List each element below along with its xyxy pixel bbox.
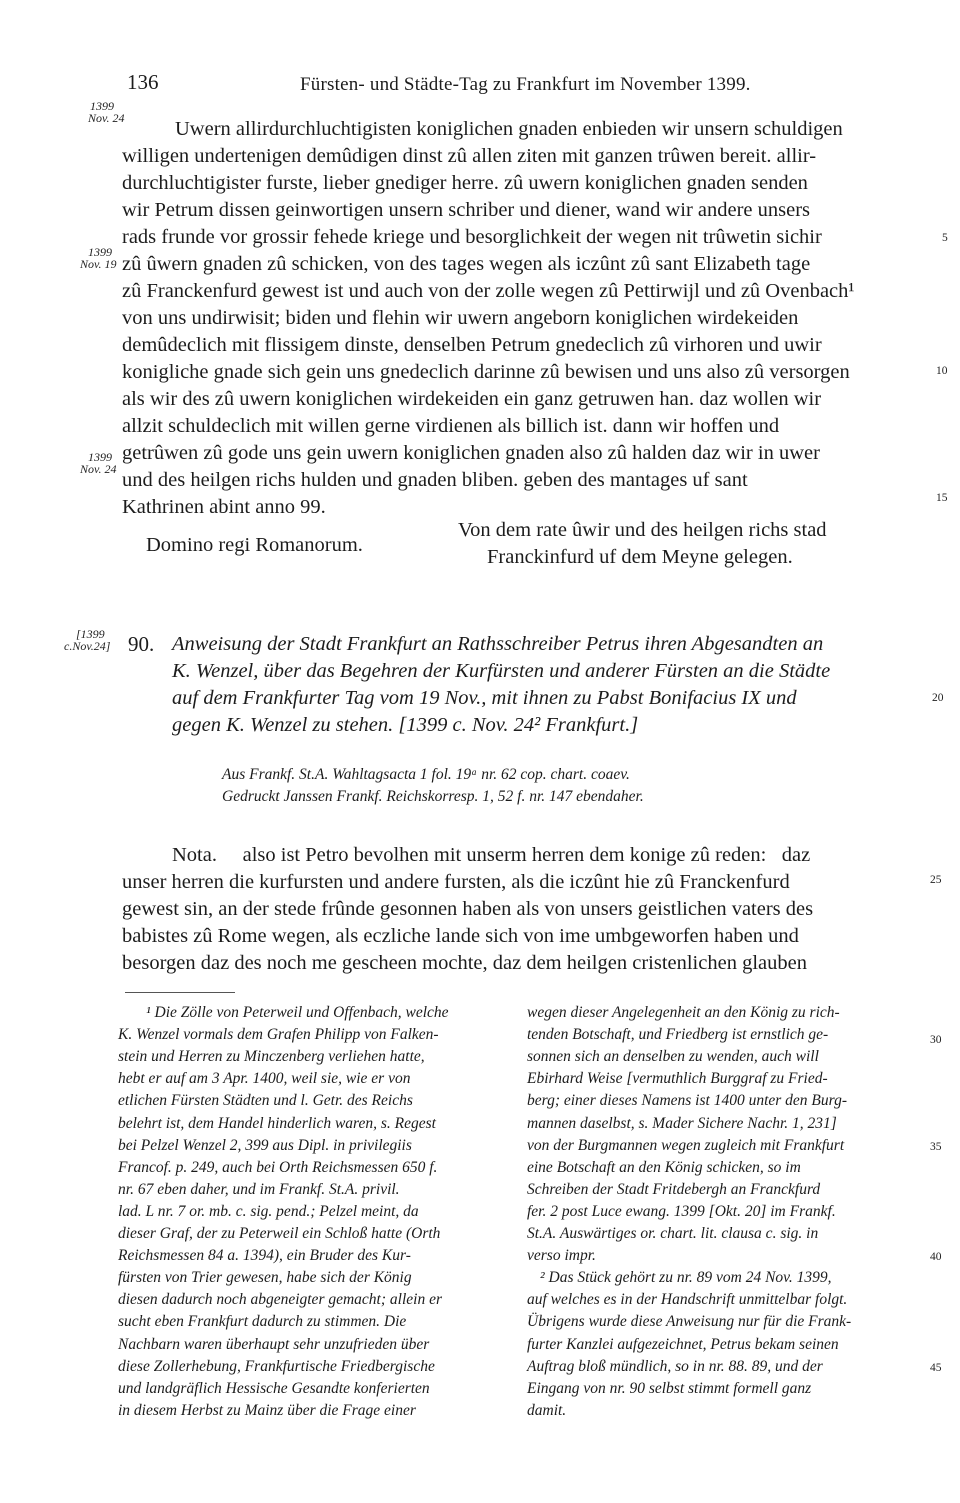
rubric-line: Anweisung der Stadt Frankfurt an Rathsschreiber Petrus ihren Abgesandten an — [172, 633, 824, 655]
footnote-line: in diesem Herbst zu Mainz über die Frage einer — [118, 1401, 416, 1419]
footnote-line: sucht eben Frankfurt dadurch zu stimmen. Die — [118, 1313, 407, 1331]
footnote-line: eine Botschaft an den König schicken, so im — [527, 1158, 801, 1176]
source-note: Aus Frankf. St.A. Wahltagsacta 1 fol. 19ᵃ nr. 62 cop. chart. coaev. — [222, 766, 630, 783]
footnote-line: Francof. p. 249, auch bei Orth Reichsmessen 650 f. — [118, 1158, 438, 1176]
text-line: zû ûwern gnaden zû schicken, von des tages wegen als iczûnt zû sant Elizabeth tage — [122, 253, 811, 275]
rubric-line: gegen K. Wenzel zu stehen. [1399 c. Nov. 24² Frankfurt.] — [172, 714, 639, 736]
footnote-line: bei Pelzel Wenzel 2, 399 aus Dipl. in privilegiis — [118, 1136, 412, 1154]
text-line: getrûwen zû gode uns gein uwern koniglichen gnaden also zû halden daz wir in uwer — [122, 442, 820, 464]
footnote-line: mannen daselbst, s. Mader Sichere Nachr. 1, 231] — [527, 1114, 837, 1132]
footnote-divider — [125, 992, 235, 993]
line-number: 30 — [930, 1034, 942, 1046]
text-line: Kathrinen abint anno 99. — [122, 496, 326, 518]
line-number: 5 — [942, 232, 948, 244]
running-title: Fürsten- und Städte-Tag zu Frankfurt im November 1399. — [300, 74, 751, 95]
footnote-line: stein und Herren zu Minczenberg verliehen hatte, — [118, 1048, 425, 1066]
entry-number: 90. — [128, 632, 155, 656]
line-number: 45 — [930, 1362, 942, 1374]
footnote-line: K. Wenzel vormals dem Grafen Philipp von Falken- — [118, 1026, 439, 1044]
margin-date: 1399 Nov. 24 — [80, 450, 117, 476]
footnote-line: damit. — [527, 1401, 567, 1419]
footnote-line: berg; einer dieses Namens ist 1400 unter den Burg- — [527, 1092, 847, 1110]
footnote-line: dieser Graf, der zu Peterweil ein Schloß hatte (Orth — [118, 1225, 441, 1242]
text-line: willigen undertenigen demûdigen dinst zû allen ziten mit ganzen trûwen bereit. allir- — [122, 145, 817, 167]
text-line: unser herren die kurfursten und andere fursten, als die iczûnt hie zû Franckenfurd — [122, 871, 790, 893]
text-line: und des heilgen richs hulden und gnaden bliben. geben des mantages uf sant — [122, 469, 748, 491]
text-line: demûdeclich mit flissigem dinste, denselben Petrum gnedeclich zû virhoren und uwir — [122, 334, 822, 356]
footnote-line: Eingang von nr. 90 selbst stimmt formell ganz — [527, 1379, 812, 1397]
line-number: 15 — [936, 492, 948, 504]
rubric-line: auf dem Frankfurter Tag vom 19 Nov., mit ihnen zu Pabst Bonifacius IX und — [172, 687, 797, 709]
margin-date: 1399 Nov. 24 — [88, 99, 125, 125]
line-number: 40 — [930, 1251, 942, 1263]
text-line: Uwern allirdurchluchtigisten koniglichen gnaden enbieden wir unsern schuldigen — [175, 118, 843, 140]
text-line: allzit schuldeclich mit willen gerne virdienen als billich ist. dann wir hoffen und — [122, 415, 780, 437]
footnote-line: lad. L nr. 7 or. mb. c. sig. pend.; Pelzel meint, da — [118, 1202, 419, 1220]
rubric-line: K. Wenzel, über das Begehren der Kurfürsten und anderer Fürsten an die Städte — [172, 660, 831, 682]
text-line: zû Franckenfurd gewest ist und auch von der zolle wegen zû Pettirwijl und zû Ovenbach¹ — [122, 280, 855, 302]
footnote-line: sonnen sich an denselben zu wenden, auch will — [527, 1048, 819, 1066]
line-number: 25 — [930, 874, 942, 886]
footnote-line: und landgräflich Hessische Gesandte konferierten — [118, 1379, 430, 1397]
line-number: 20 — [932, 692, 944, 704]
footnote-line: Auftrag bloß mündlich, so in nr. 88. 89, und der — [527, 1357, 823, 1375]
footnote-line: etlichen Fürsten Städten und l. Getr. des Reichs — [118, 1092, 413, 1110]
text-line: gewest sin, an der stede frûnde gesonnen haben als von unsers geistlichen vaters des — [122, 898, 814, 920]
footnote-line: auf welches es in der Handschrift unmittelbar folgt. — [527, 1291, 848, 1309]
source-note: Gedruckt Janssen Frankf. Reichskorresp. 1, 52 f. nr. 147 ebendaher. — [222, 788, 644, 805]
footnote-line: Schreiben der Stadt Fritdebergh an Franckfurd — [527, 1180, 821, 1198]
footnote-line: Nachbarn waren überhaupt sehr unzufrieden über — [118, 1335, 430, 1353]
margin-date: 1399 Nov. 19 — [80, 245, 117, 271]
footnote-line: fürsten von Trier gewesen, habe sich der König — [118, 1269, 412, 1287]
footnote-line: ¹ Die Zölle von Peterweil und Offenbach, welche — [146, 1004, 449, 1021]
footnote-line: wegen dieser Angelegenheit an den König zu rich- — [527, 1004, 840, 1021]
footnote-line: Übrigens wurde diese Anweisung nur für die Frank- — [527, 1313, 852, 1331]
footnote-line: Ebirhard Weise [vermuthlich Burggraf zu Fried- — [527, 1070, 828, 1088]
text-line: als wir des zû uwern koniglichen wirdekeiden ein ganz getruwen han. daz wollen wir — [122, 388, 822, 410]
address-recipient: Domino regi Romanorum. — [146, 534, 363, 556]
footnote-line: diese Zollerhebung, Frankfurtische Friedbergische — [118, 1357, 435, 1375]
address-sender: Franckinfurd uf dem Meyne gelegen. — [487, 546, 793, 568]
text-line: durchluchtigister furste, lieber gnediger herre. zû uwern koniglichen gnaden senden — [122, 172, 808, 194]
text-line: babistes zû Rome wegen, als eczliche lande sich von ime umbgeworfen haben und — [122, 925, 799, 947]
text-line: Nota. also ist Petro bevolhen mit unserm herren dem konige zû reden: daz — [172, 844, 811, 866]
line-number: 10 — [936, 365, 948, 377]
text-line: wir Petrum dissen geinwortigen unsern schriber und diener, wand wir andere unsers — [122, 199, 811, 221]
margin-date: [1399 c.Nov.24] — [64, 627, 111, 653]
page-number: 136 — [127, 70, 159, 94]
text-line: rads frunde vor grossir fehede kriege und besorglichkeit der wegen nit trûwetin sichir — [122, 226, 822, 248]
footnote-line: diesen dadurch noch abgeneigter gemacht; allein er — [118, 1291, 442, 1309]
footnote-line: nr. 67 eben daher, und im Frankf. St.A. privil. — [118, 1180, 400, 1198]
footnote-line: ² Das Stück gehört zu nr. 89 vom 24 Nov. 1399, — [540, 1269, 832, 1287]
footnote-line: tenden Botschaft, und Friedberg ist ernstlich ge- — [527, 1026, 829, 1044]
footnote-line: fer. 2 post Luce ewang. 1399 [Okt. 20] im Frankf. — [527, 1202, 836, 1220]
footnote-line: von der Burgmannen wegen zugleich mit Frankfurt — [527, 1136, 845, 1154]
text-line: konigliche gnade sich gein uns gnedeclich darinne zû bewisen und uns also zû versorgen — [122, 361, 850, 383]
footnote-line: verso impr. — [527, 1247, 596, 1265]
footnote-line: furter Kanzlei aufgezeichnet, Petrus bekam seinen — [527, 1335, 839, 1353]
text-line: besorgen daz des noch me gescheen mochte, daz dem heilgen cristenlichen glauben — [122, 952, 807, 974]
text-line: von uns undirwisit; biden und flehin wir uwern angeborn koniglichen wirdekeiden — [122, 307, 799, 329]
footnote-line: hebt er auf am 3 Apr. 1400, weil sie, wie er von — [118, 1070, 411, 1088]
address-sender: Von dem rate ûwir und des heilgen richs stad — [458, 519, 827, 541]
footnote-line: Reichsmessen 84 a. 1394), ein Bruder des Kur- — [118, 1247, 411, 1265]
footnote-line: belehrt ist, dem Handel hinderlich waren, s. Regest — [118, 1114, 436, 1132]
line-number: 35 — [930, 1141, 942, 1153]
footnote-line: St.A. Auswärtiges or. chart. lit. clausa c. sig. in — [527, 1225, 819, 1242]
